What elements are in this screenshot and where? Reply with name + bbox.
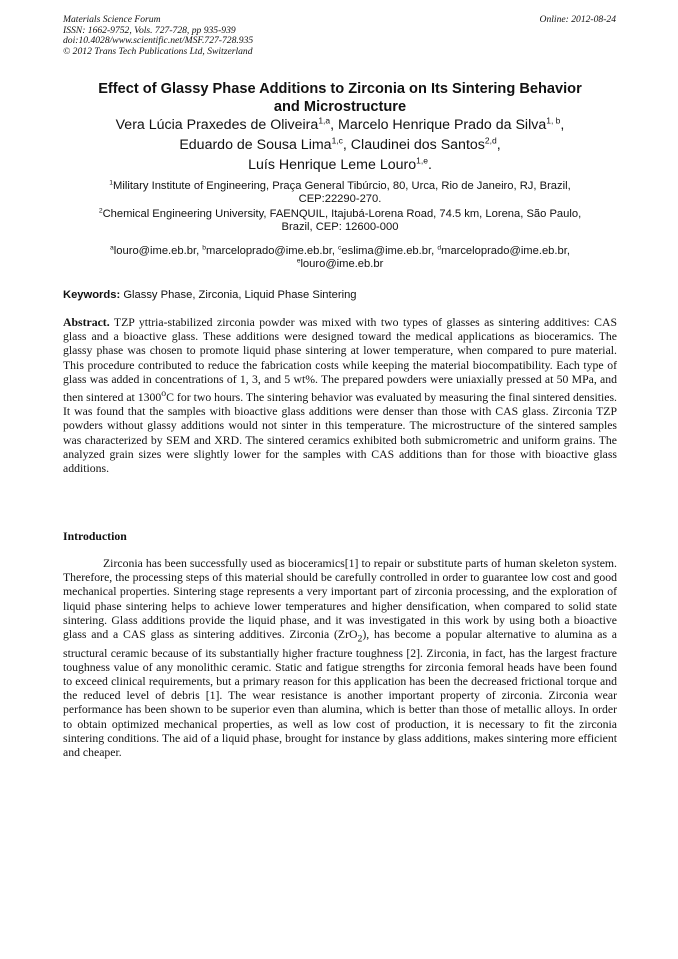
- email-sup: d: [437, 244, 442, 252]
- author-sep: ,: [560, 117, 565, 133]
- email-list: [63, 245, 617, 272]
- online-date: Online: 2012-08-24: [539, 14, 616, 25]
- abstract-text: C for two hours. The sintering behavior was evaluated by measuring the final sintered densities. It was found that the samples with bioactive glass additions were denser than those with CAS glass. Zirconia TZP powders without glassy additions would not sinter in this temperature. The microstructure of the sintered samples was characterized by SEM and XRD. The sintered ceramics exhibited both submicrometric and uniform grains. The analyzed grain sizes were slightly lower for the samples with CAS additions than for those with bioactive glass additions.: [63, 390, 617, 475]
- abstract: [63, 316, 617, 476]
- affiliation-line: Brazil, CEP: 12600-000: [281, 221, 399, 234]
- affiliation-line: Chemical Engineering University, FAENQUIL, Itajubá-Lorena Road, 74.5 km, Lorena, São Paulo,: [102, 208, 582, 220]
- email-address[interactable]: eslima@ime.eb.br: [341, 245, 432, 257]
- journal-name: Materials Science Forum: [63, 14, 161, 25]
- author-sep: .: [427, 157, 432, 173]
- email-sup: b: [202, 244, 207, 252]
- email-sup: e: [296, 257, 301, 265]
- author-sup: 1,c: [331, 135, 343, 146]
- journal-copyright: © 2012 Trans Tech Publications Ltd, Switzerland: [63, 45, 253, 57]
- author-name: Claudinei dos Santos: [350, 137, 485, 153]
- email-sep: ,: [566, 245, 570, 257]
- abstract-text: TZP yttria-stabilized zirconia powder was mixed with two types of glasses as sintering additives: CAS glass and a bioactive glass. These additions were designed toward the medical applications as bioceramics. The glassy phase was chosen to promote liquid phase sintering at lower temperature, when compared to pure material. This procedure contributed to reduce the fabrication costs while keeping the material biocompatibility. Each type of glass was added in concentrations of 1, 3, and 5 wt%. The prepared powders were uniaxially pressed at 50 MPa, and then sintered at 1300: [63, 316, 617, 404]
- affiliation-line: CEP:22290-270.: [298, 193, 382, 206]
- degree-sup: o: [161, 388, 167, 400]
- affiliation-sup: 2: [98, 207, 103, 215]
- email-sep: ,: [431, 245, 438, 257]
- formula-subscript: 2: [357, 633, 363, 645]
- affiliation-sup: 1: [109, 179, 114, 187]
- author-sep: ,: [330, 117, 339, 133]
- author-sup: 1,a: [318, 115, 331, 126]
- affiliation: [63, 180, 617, 206]
- author-sup: 2,d: [484, 135, 497, 146]
- author-name: Luís Henrique Leme Louro: [248, 157, 417, 173]
- keywords: [63, 289, 617, 302]
- journal-issn: ISSN: 1662-9752, Vols. 727-728, pp 935-939: [63, 24, 236, 36]
- author-line: [63, 115, 617, 135]
- email-sup: a: [110, 244, 114, 252]
- author-sep: ,: [496, 137, 501, 153]
- affiliation-line: Military Institute of Engineering, Praça General Tibúrcio, 80, Urca, Rio de Janeiro, RJ, Brazil,: [113, 180, 571, 192]
- author-name: Vera Lúcia Praxedes de Oliveira: [115, 117, 319, 133]
- abstract-label: Abstract.: [63, 316, 110, 329]
- email-address[interactable]: marceloprado@ime.eb.br: [441, 245, 567, 257]
- author-sup: 1, b: [546, 115, 561, 126]
- intro-text: ), has become a popular alternative to alumina as a structural ceramic because of its substantially higher fracture toughness [2]. Zirconia, in fact, has the largest fracture toughness value of any monolithic ceramic. Static and fatigue strengths for zirconia femoral heads have been found to exceed clinical requirements, but a primary reason for this application has been the decreased frictional torque and the reduced level of debris [1]. The wear resistance is another important property of zirconia. Zirconia wear performance has been shown to be superior even than alumina, which is better than those of metallic alloys. In order to obtain optimized mechanical properties, as well as low cost of production, it is necessary to fit the zirconia sintering conditions. The aid of a liquid phase, brought for instance by glass additions, makes sintering more efficient and cheaper.: [63, 628, 617, 759]
- journal-header: [63, 15, 483, 57]
- section-heading: Introduction: [63, 530, 127, 543]
- author-name: Marcelo Henrique Prado da Silva: [338, 117, 547, 133]
- email-sup: c: [338, 244, 342, 252]
- author-list: [63, 115, 617, 175]
- email-address[interactable]: louro@ime.eb.br: [300, 258, 384, 271]
- paper-title: [63, 80, 617, 116]
- author-name: Eduardo de Sousa Lima: [179, 137, 332, 153]
- intro-text: Zirconia has been successfully used as bioceramics[1] to repair or substitute parts of human skeleton system. Therefore, the processing steps of this material should be carefully controlled in order to guarantee low cost and good mechanical properties. Sintering stage represents a very important part of zirconia processing, and the exploration of liquid phase sintering helps to achieve lower temperatures and higher densification, when compared to solid state sintering. Glass additions provide the liquid phase, and it was investigated in this work by using both a bioactive glass and a CAS glass as sintering additives. Zirconia (ZrO: [63, 557, 617, 642]
- email-address[interactable]: louro@ime.eb.br: [113, 245, 197, 257]
- email-address[interactable]: marceloprado@ime.eb.br: [206, 245, 332, 257]
- email-sep: ,: [196, 245, 203, 257]
- keywords-label: Keywords:: [63, 289, 121, 301]
- affiliation: [63, 208, 617, 234]
- title-line: and Microstructure: [273, 99, 407, 115]
- title-line: Effect of Glassy Phase Additions to Zirconia on Its Sintering Behavior: [98, 81, 582, 97]
- author-sep: ,: [342, 137, 351, 153]
- author-sup: 1,e: [416, 155, 428, 166]
- email-sep: ,: [331, 245, 339, 257]
- journal-doi: doi:10.4028/www.scientific.net/MSF.727-728.935: [63, 35, 254, 46]
- author-line: [63, 155, 617, 175]
- introduction-paragraph: [63, 557, 617, 760]
- author-line: [63, 135, 617, 155]
- keywords-text: Glassy Phase, Zirconia, Liquid Phase Sintering: [123, 289, 357, 301]
